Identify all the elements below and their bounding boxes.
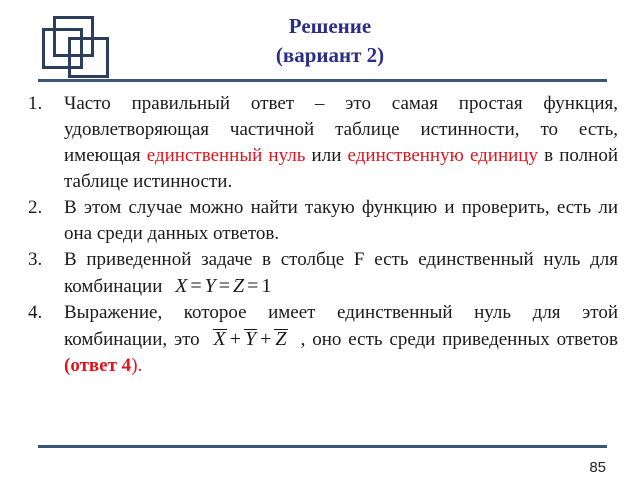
solution-list [24,91,618,379]
logo-square [68,37,109,78]
formula-xyz-equals-one: X = Y = Z = 1 [175,275,272,297]
answer-highlight: (ответ 4 [64,355,132,376]
list-item-1 [24,91,618,195]
page-number: 85 [589,459,606,476]
item-number: 3. [28,249,43,270]
highlight-single-zero: единственный нуль [146,145,306,166]
item-text: В приведенной задаче в столбце F есть единственный нуль для комбинации [64,249,618,297]
bottom-divider [38,445,607,448]
answer-tail: ). [131,355,143,376]
list-item-3 [24,247,618,300]
title-line-2: (вариант 2) [275,43,385,67]
item-text: или [305,145,348,166]
slide-title [230,12,430,70]
item-number: 2. [28,197,43,218]
top-divider [38,79,607,82]
item-number: 4. [28,302,43,323]
item-text: в полной таблице истинности. [64,145,618,192]
item-text: Выражение, которое имеет единственный нуль для этой комбинации, это [64,302,618,350]
formula-not-x-plus-not-y-plus-not-z: X + Y + Z [213,328,287,350]
item-text: В этом случае можно найти такую функцию и проверить, есть ли она среди данных ответов. [64,197,618,244]
logo-squares-icon [40,14,112,80]
list-item-2 [24,195,618,247]
item-number: 1. [28,93,43,114]
item-text: Часто правильный ответ – это самая простая функция, удовлетворяющая частичной таблице истинности, то есть, имеющая [64,93,618,166]
list-item-4 [24,300,618,379]
title-line-1: Решение [288,14,372,38]
item-text: , оно есть среди приведенных ответов [300,329,618,350]
highlight-single-one: единственную единицу [347,145,538,166]
